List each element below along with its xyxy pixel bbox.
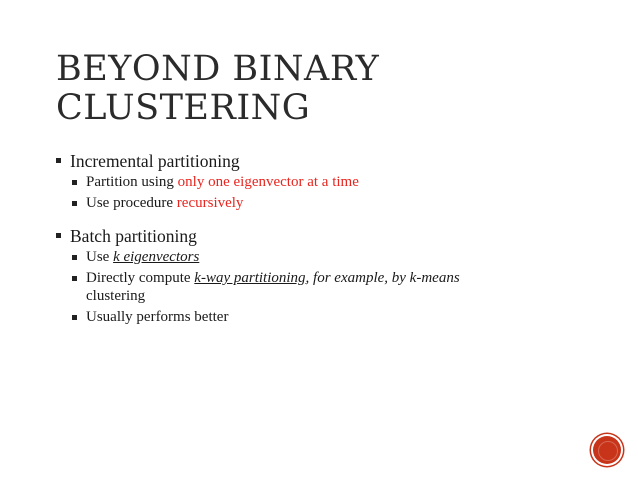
emphasis-text: k-way partitioning [194,270,306,286]
sub-bullet-eigenvectors [54,248,594,266]
square-bullet-icon [72,315,77,320]
bullet-label: Incremental partitioning [70,151,240,171]
sub-bullet-continuation: clustering [86,288,146,304]
title-line-2: CLUSTERING [56,88,311,128]
sub-bullet-recursive [54,194,594,212]
sub-bullet-prefix: Use procedure [86,195,177,211]
sub-bullet-prefix: Directly compute [86,270,195,286]
sub-bullet-text: Usually performs better [86,309,229,325]
highlight-text: recursively [176,195,244,211]
highlight-text: only one eigenvector at a time [177,174,359,190]
emphasis-text: k eigenvectors [113,249,200,265]
bullet-batch [54,225,594,247]
square-bullet-icon [72,255,77,260]
sub-bullet-partition [54,173,594,191]
square-bullet-icon [72,201,77,206]
sub-bullet-better [54,308,594,326]
square-bullet-icon [72,180,77,185]
slide-badge-icon [593,436,621,464]
sub-bullet-prefix: Use [86,249,114,265]
square-bullet-icon [72,276,77,281]
sub-bullet-prefix: Partition using [86,174,178,190]
sub-bullet-kway [54,269,594,305]
square-bullet-icon [56,158,61,163]
sub-bullet-suffix: , for example, by k-means [305,270,460,286]
slide-content [54,150,594,326]
slide-title [56,50,496,128]
bullet-label: Batch partitioning [70,226,197,246]
title-line-1: BEYOND BINARY [56,49,380,89]
square-bullet-icon [56,233,61,238]
bullet-incremental [54,150,594,172]
